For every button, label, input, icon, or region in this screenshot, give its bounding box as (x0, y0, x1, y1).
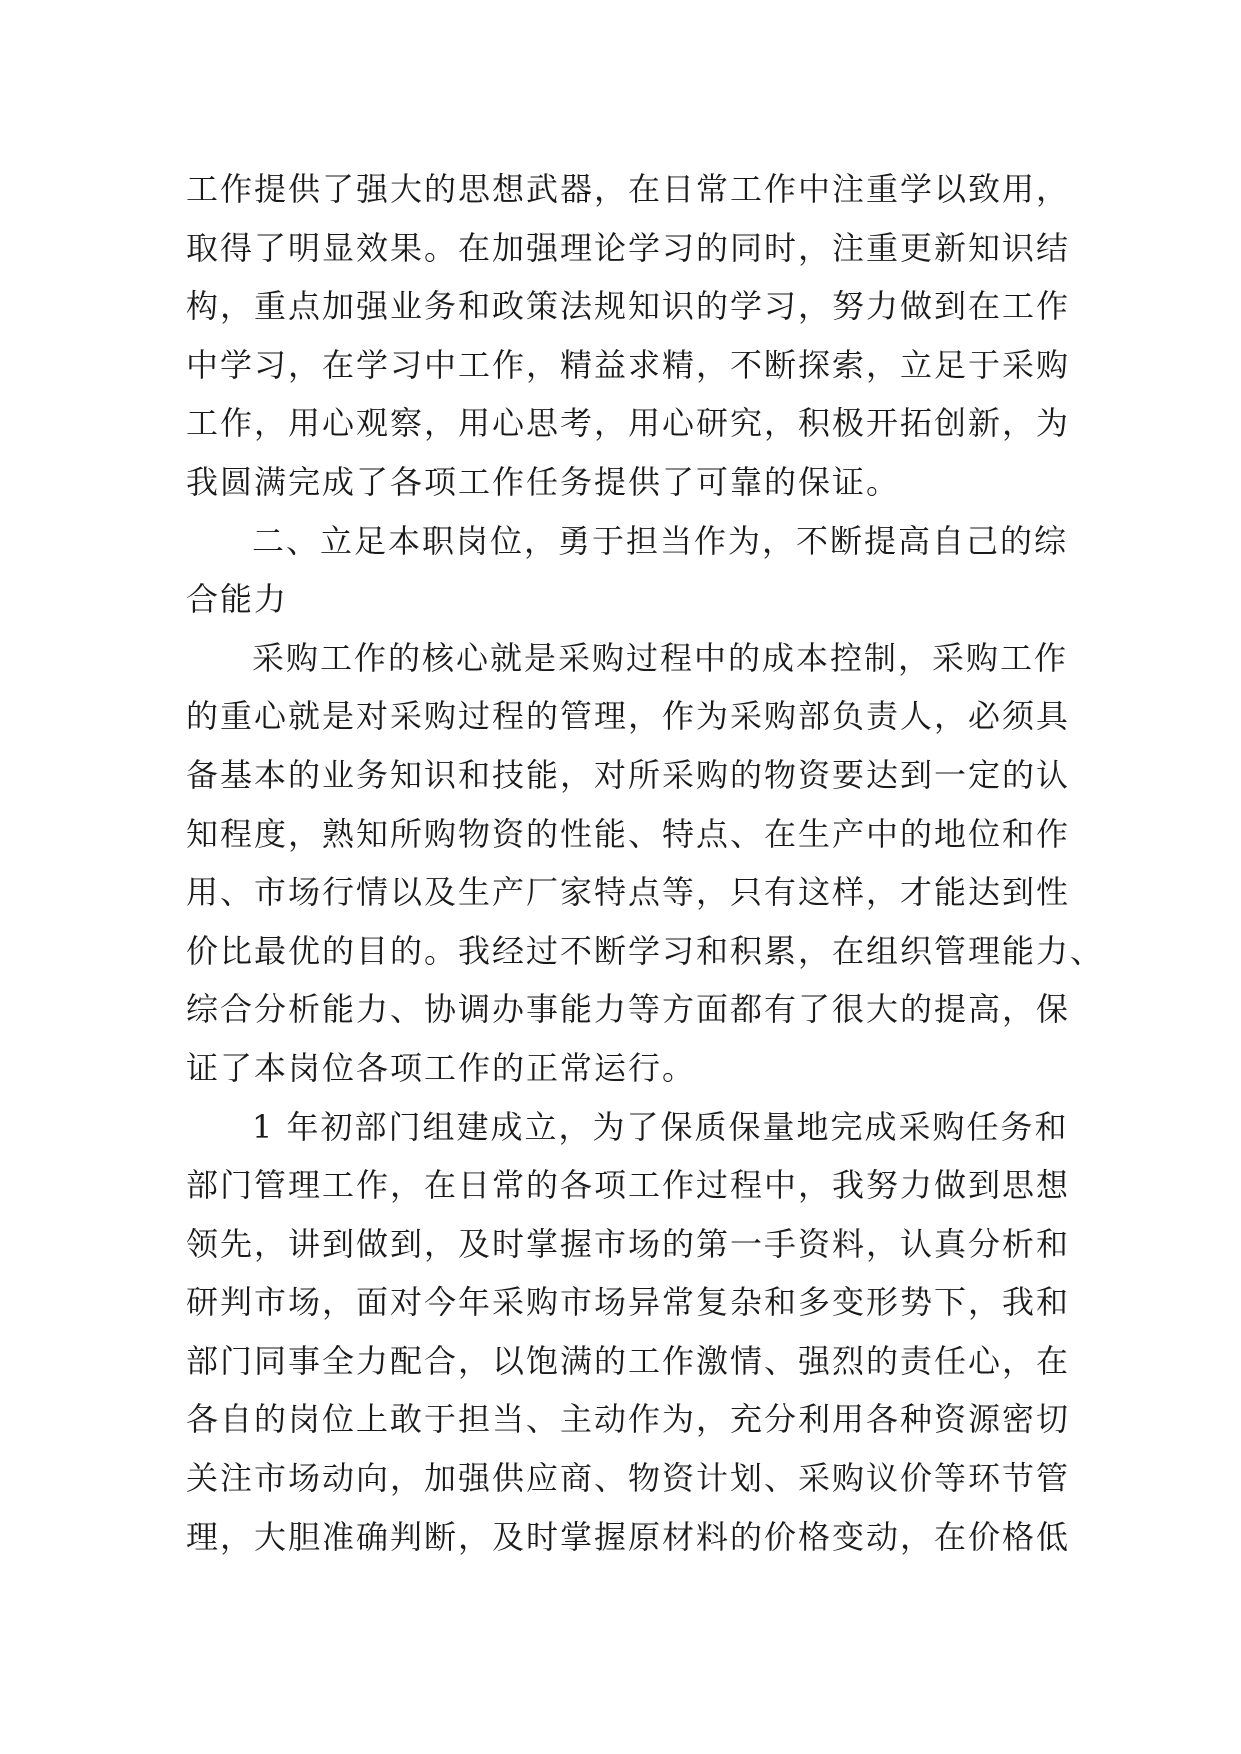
text-line: 工作提供了强大的思想武器，在日常工作中注重学以致用， (186, 170, 1071, 208)
text-line: 1 年初部门组建成立，为了保质保量地完成采购任务和 (252, 1107, 1069, 1146)
text-line: 领先，讲到做到，及时掌握市场的第一手资料，认真分析和 (186, 1224, 1071, 1263)
text-line: 构，重点加强业务和政策法规知识的学习，努力做到在工作 (186, 287, 1071, 326)
text-line: 关注市场动向，加强供应商、物资计划、采购议价等环节管 (186, 1459, 1071, 1498)
text-line: 价比最优的目的。我经过不断学习和积累，在组织管理能力、 (186, 931, 1105, 970)
section-heading (186, 512, 1069, 629)
text-line: 采购工作的核心就是采购过程中的成本控制，采购工作 (252, 638, 1069, 677)
text-line: 我圆满完成了各项工作任务提供了可靠的保证。 (186, 462, 901, 501)
text-line: 各自的岗位上敢于担当、主动作为，充分利用各种资源密切 (186, 1400, 1071, 1439)
text-line: 部门同事全力配合，以饱满的工作激情、强烈的责任心，在 (186, 1341, 1071, 1380)
text-line: 二、立足本职岗位，勇于担当作为，不断提高自己的综 (252, 521, 1069, 560)
text-line: 综合分析能力、协调办事能力等方面都有了很大的提高，保 (186, 990, 1071, 1029)
paragraph (186, 160, 1071, 512)
text-line: 用、市场行情以及生产厂家特点等，只有这样，才能达到性 (186, 873, 1071, 912)
text-line: 理，大胆准确判断，及时掌握原材料的价格变动，在价格低 (186, 1517, 1071, 1556)
text-line: 合能力 (186, 580, 289, 619)
text-line: 证了本岗位各项工作的正常运行。 (186, 1048, 697, 1087)
text-line: 备基本的业务知识和技能，对所采购的物资要达到一定的认 (186, 755, 1071, 794)
text-line: 的重心就是对采购过程的管理，作为采购部负责人，必须具 (186, 697, 1071, 736)
paragraph (186, 629, 1105, 1098)
text-line: 工作，用心观察，用心思考，用心研究，积极开拓创新，为 (186, 404, 1071, 443)
text-line: 中学习，在学习中工作，精益求精，不断探索，立足于采购 (186, 345, 1071, 384)
text-line: 研判市场，面对今年采购市场异常复杂和多变形势下，我和 (186, 1283, 1071, 1322)
paragraph (186, 1098, 1071, 1567)
document-body (186, 160, 1105, 1566)
text-line: 部门管理工作，在日常的各项工作过程中，我努力做到思想 (186, 1166, 1071, 1205)
text-line: 取得了明显效果。在加强理论学习的同时，注重更新知识结 (186, 228, 1071, 267)
text-line: 知程度，熟知所购物资的性能、特点、在生产中的地位和作 (186, 814, 1071, 853)
